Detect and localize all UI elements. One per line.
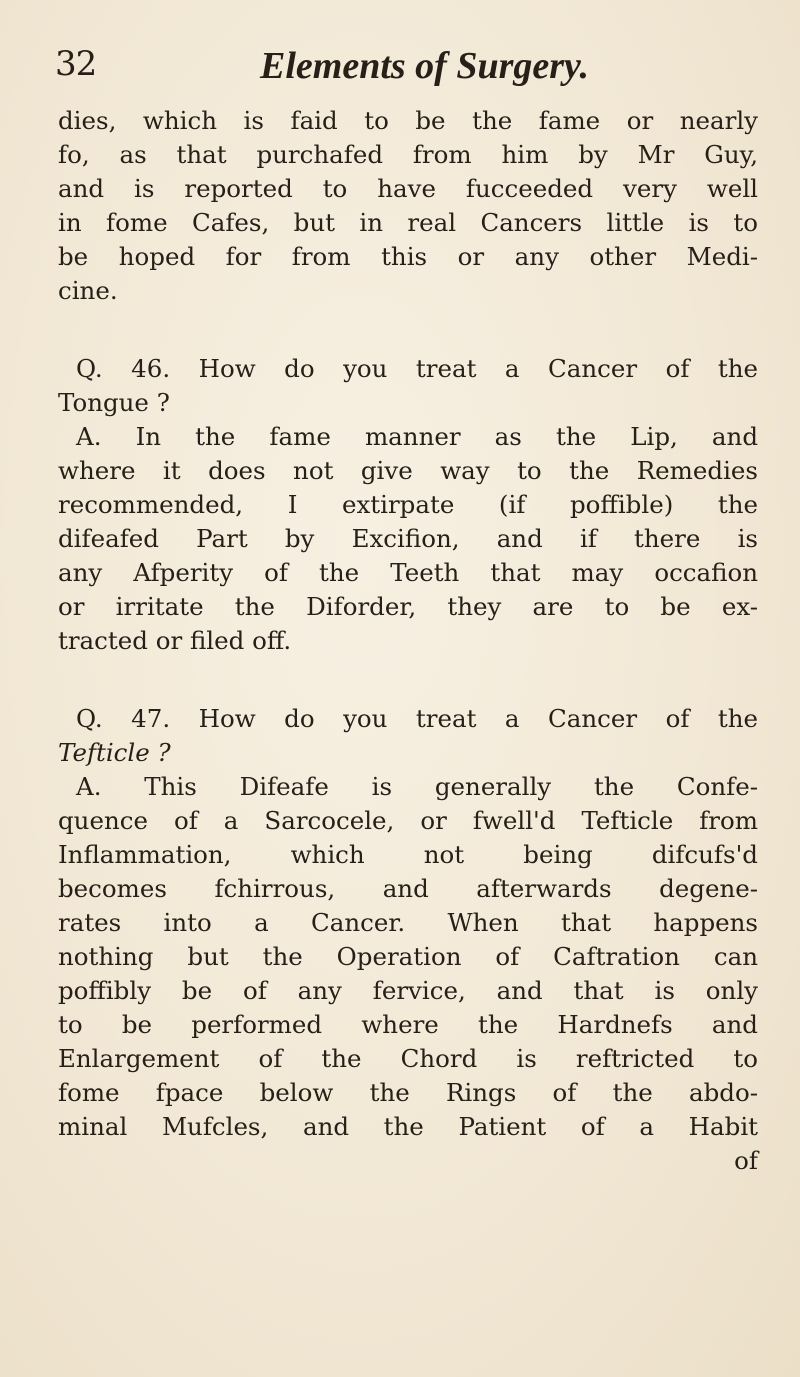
- answer-line: nothing but the Operation of Caftration can: [58, 942, 758, 971]
- text-line: and is reported to have fucceeded very well: [58, 174, 758, 203]
- question-line: Tongue ?: [58, 388, 170, 417]
- answer-line: difeafed Part by Excifion, and if there is: [58, 524, 758, 553]
- text-line: be hoped for from this or any other Medi-: [58, 242, 758, 271]
- question-line: Tefticle ?: [58, 738, 171, 767]
- body-text: [58, 104, 758, 1178]
- text-line: dies, which is faid to be the fame or nearly: [58, 106, 758, 135]
- paragraph-gap: [58, 308, 758, 352]
- answer-line: rates into a Cancer. When that happens: [58, 908, 758, 937]
- text-line: cine.: [58, 276, 118, 305]
- text-line: in fome Cafes, but in real Cancers little is to: [58, 208, 758, 237]
- paragraph-gap: [58, 658, 758, 702]
- answer-line: or irritate the Diforder, they are to be ex-: [58, 592, 758, 621]
- answer-line: becomes fchirrous, and afterwards degene-: [58, 874, 758, 903]
- page-number: 32: [55, 44, 97, 84]
- question-line: Q. 47. How do you treat a Cancer of the: [76, 704, 758, 733]
- answer-line: A. In the fame manner as the Lip, and: [76, 422, 758, 451]
- answer-line: poffibly be of any fervice, and that is only: [58, 976, 758, 1005]
- running-head: Elements of Surgery.: [260, 45, 589, 87]
- text-line: fo, as that purchafed from him by Mr Guy,: [58, 140, 758, 169]
- paragraph-1: [58, 104, 758, 308]
- answer-line: tracted or filed off.: [58, 626, 292, 655]
- answer-line: fome fpace below the Rings of the abdo-: [58, 1078, 758, 1107]
- answer-line: recommended, I extirpate (if poffible) the: [58, 490, 758, 519]
- answer-line: any Afperity of the Teeth that may occafion: [58, 558, 758, 587]
- question-46: [58, 352, 758, 658]
- catchword: of: [734, 1146, 758, 1175]
- answer-line: quence of a Sarcocele, or fwell'd Tefticle from: [58, 806, 758, 835]
- answer-line: where it does not give way to the Remedies: [58, 456, 758, 485]
- answer-line: to be performed where the Hardnefs and: [58, 1010, 758, 1039]
- answer-line: Enlargement of the Chord is reftricted to: [58, 1044, 758, 1073]
- answer-line: A. This Difeafe is generally the Confe-: [76, 772, 758, 801]
- answer-line: minal Mufcles, and the Patient of a Habit: [58, 1112, 758, 1141]
- answer-line: Inflammation, which not being difcufs'd: [58, 840, 758, 869]
- question-47: [58, 702, 758, 1144]
- question-line: Q. 46. How do you treat a Cancer of the: [76, 354, 758, 383]
- page-header: [55, 44, 755, 104]
